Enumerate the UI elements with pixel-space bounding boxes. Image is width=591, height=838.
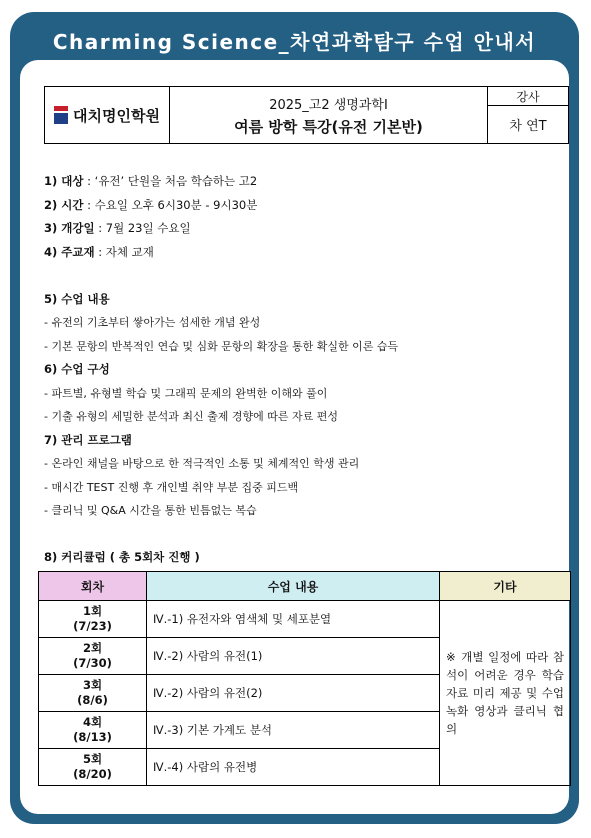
course-title: 여름 방학 특강(유전 기본반) bbox=[234, 117, 423, 136]
list-item: - 유전의 기초부터 쌓아가는 섬세한 개념 완성 bbox=[44, 316, 261, 329]
session-content: Ⅳ.-1) 유전자와 염색체 및 세포분열 bbox=[147, 601, 440, 638]
header-table bbox=[44, 86, 569, 144]
col-header-etc: 기타 bbox=[440, 572, 571, 601]
academy-name: 대치명인학원 bbox=[73, 106, 160, 125]
course-title-cell bbox=[170, 87, 488, 144]
section-title: 7) 관리 프로그램 bbox=[44, 432, 132, 447]
curriculum-title: 8) 커리큘럼 ( 총 5회차 진행 ) bbox=[44, 550, 200, 564]
list-item: - 기출 유형의 세밀한 분석과 최신 출제 경향에 따른 자료 편성 bbox=[44, 410, 338, 423]
academy-logo-cell bbox=[45, 87, 170, 144]
info-time: 2) 시간 : 수요일 오후 6시30분 - 9시30분 bbox=[44, 197, 258, 212]
academy-logo-icon bbox=[54, 106, 68, 124]
info-start-date: 3) 개강일 : 7월 23일 수요일 bbox=[44, 221, 191, 235]
course-subtitle: 2025_고2 생명과학I bbox=[269, 97, 388, 113]
col-header-content: 수업 내용 bbox=[147, 572, 440, 601]
col-header-no: 회차 bbox=[39, 572, 147, 601]
teacher-label: 강사 bbox=[488, 87, 569, 106]
academy-logo bbox=[45, 105, 169, 126]
session-content: Ⅳ.-3) 기본 가계도 분석 bbox=[147, 712, 440, 749]
etc-note: ※ 개별 일정에 따라 참석이 어려운 경우 학습 자료 미리 제공 및 수업 녹화 영상과 클리닉 협의 bbox=[440, 601, 571, 786]
session-content: Ⅳ.-2) 사람의 유전(2) bbox=[147, 675, 440, 712]
page-frame bbox=[10, 12, 579, 824]
info-textbook: 4) 주교재 : 자체 교재 bbox=[44, 244, 154, 259]
list-item: - 클리닉 및 Q&A 시간을 통한 빈틈없는 복습 bbox=[44, 504, 257, 517]
table-row bbox=[39, 601, 571, 638]
teacher-name: 차 연T bbox=[488, 106, 569, 144]
course-info bbox=[44, 170, 569, 570]
session-no: 4회 (8/13) bbox=[39, 712, 147, 749]
list-item: - 파트별, 유형별 학습 및 그래픽 문제의 완벽한 이해와 풀이 bbox=[44, 386, 328, 400]
session-no: 3회 (8/6) bbox=[39, 675, 147, 712]
session-no: 1회 (7/23) bbox=[39, 601, 147, 638]
session-content: Ⅳ.-2) 사람의 유전(1) bbox=[147, 638, 440, 675]
session-no: 5회 (8/20) bbox=[39, 749, 147, 786]
info-target: 1) 대상 : ‘유전’ 단원을 처음 학습하는 고2 bbox=[44, 174, 258, 188]
list-item: - 매시간 TEST 진행 후 개인별 취약 부분 집중 피드백 bbox=[44, 480, 299, 494]
curriculum-table bbox=[38, 571, 571, 786]
list-item: - 기본 문항의 반복적인 연습 및 심화 문항의 확장을 통한 확실한 이론 습득 bbox=[44, 339, 399, 353]
session-content: Ⅳ.-4) 사람의 유전병 bbox=[147, 749, 440, 786]
section-title: 5) 수업 내용 bbox=[44, 291, 110, 306]
section-title: 6) 수업 구성 bbox=[44, 362, 110, 376]
session-no: 2회 (7/30) bbox=[39, 638, 147, 675]
banner-title: Charming Science_차연과학탐구 수업 안내서 bbox=[52, 30, 537, 54]
list-item: - 온라인 채널을 바탕으로 한 적극적인 소통 및 체계적인 학생 관리 bbox=[44, 457, 360, 470]
document-sheet bbox=[20, 60, 569, 814]
